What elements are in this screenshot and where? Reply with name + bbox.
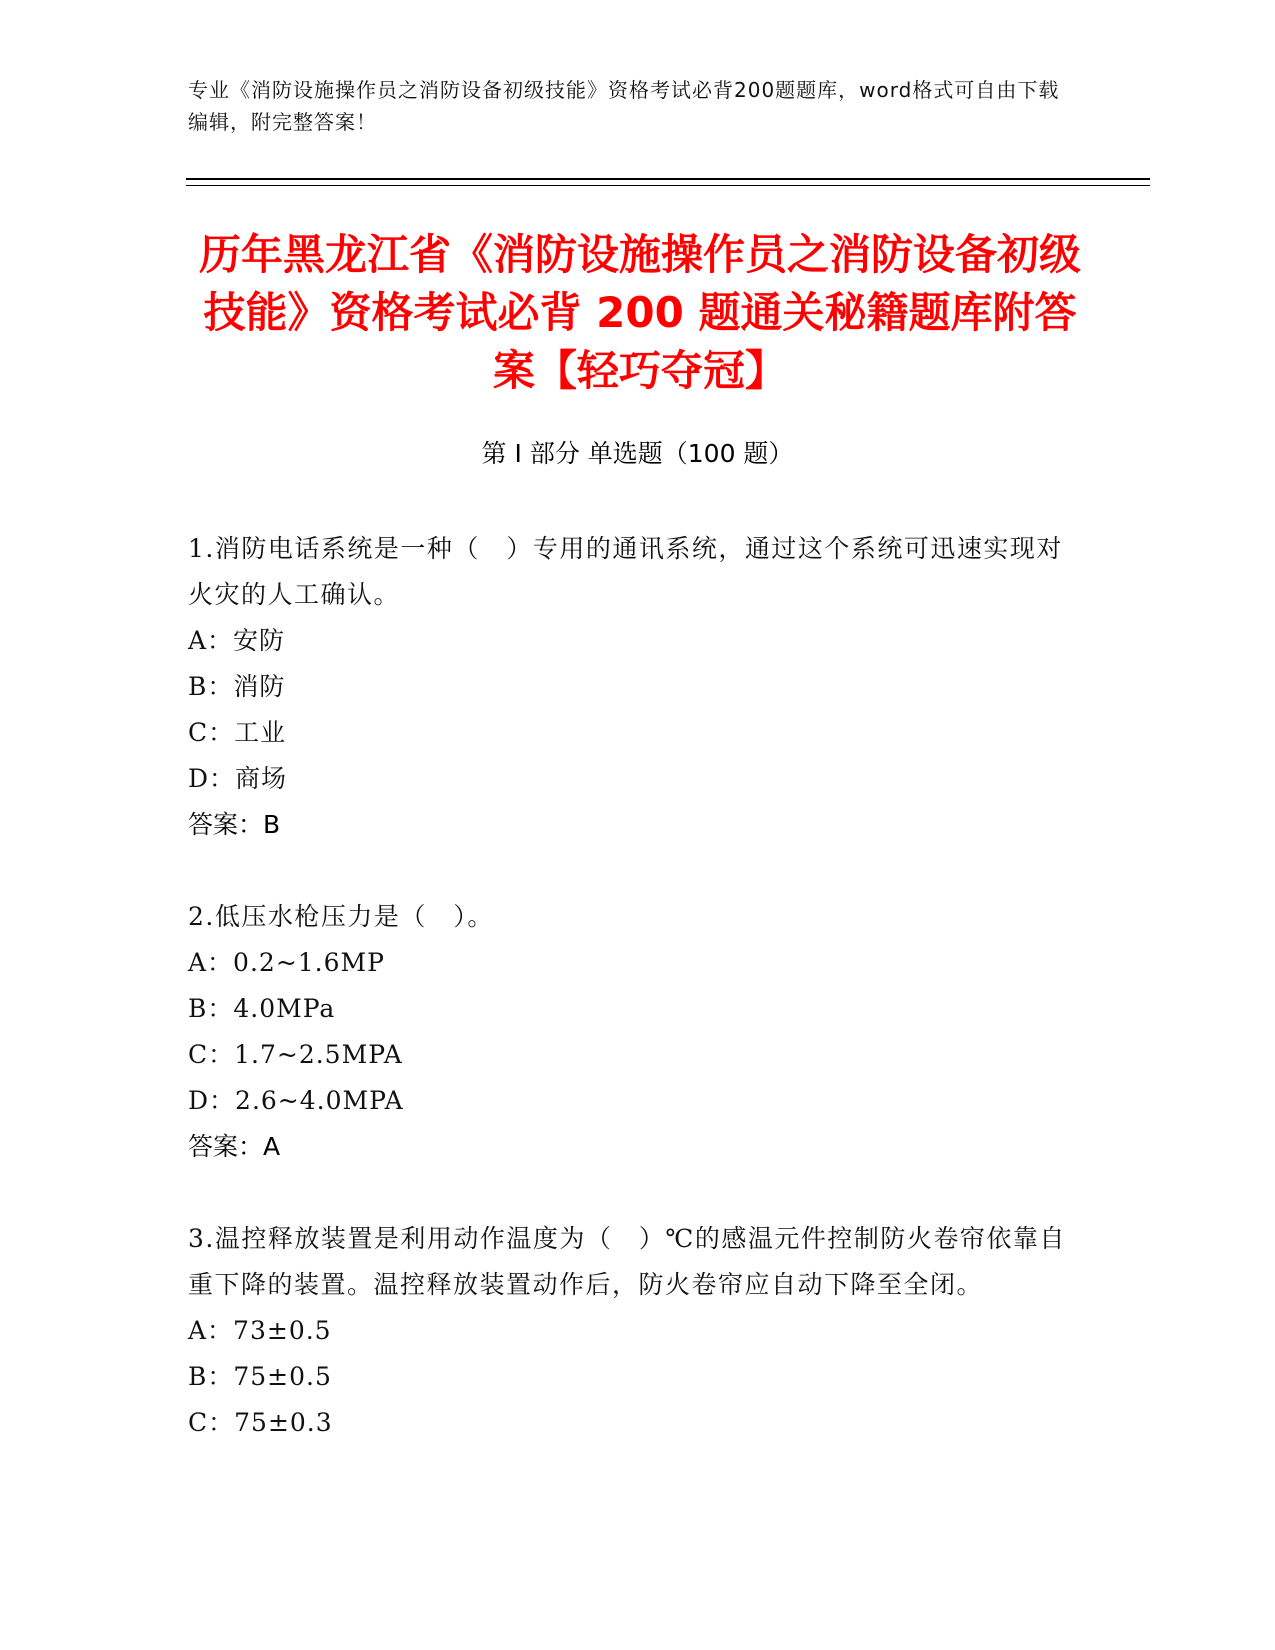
option-c: C：75±0.3 (188, 1408, 333, 1437)
option-b: B：75±0.5 (188, 1362, 332, 1391)
question-stem: 3.温控释放装置是利用动作温度为（ ）℃的感温元件控制防火卷帘依靠自重下降的装置。温控释放装置动作后，防火卷帘应自动下降至全闭。 (188, 1224, 1066, 1299)
header-rule-thin (186, 185, 1150, 186)
option-a: A：73±0.5 (188, 1316, 332, 1345)
question-stem: 1.消防电话系统是一种（ ）专用的通讯系统，通过这个系统可迅速实现对火灾的人工确认。 (188, 534, 1063, 609)
header-rule-thick (186, 178, 1150, 180)
section-heading: 第 I 部分 单选题（100 题） (481, 439, 794, 468)
option-a: A：0.2~1.6MP (188, 948, 385, 977)
option-d: D：2.6~4.0MPA (188, 1086, 404, 1115)
question-stem: 2.低压水枪压力是（ ）。 (188, 902, 494, 931)
answer: 答案：A (188, 1132, 281, 1161)
option-c: C：1.7~2.5MPA (188, 1040, 403, 1069)
question-2 (188, 894, 1068, 1170)
question-1 (188, 526, 1068, 848)
option-b: B：消防 (188, 672, 286, 701)
document-title: 历年黑龙江省《消防设施操作员之消防设备初级技能》资格考试必背 200 题通关秘籍题库附答案【轻巧夺冠】 (198, 230, 1081, 395)
option-c: C：工业 (188, 718, 287, 747)
option-a: A：安防 (188, 626, 286, 655)
option-d: D：商场 (188, 764, 288, 793)
question-list (188, 526, 1068, 1492)
answer: 答案：B (188, 810, 281, 839)
question-3 (188, 1216, 1068, 1446)
header-note: 专业《消防设施操作员之消防设备初级技能》资格考试必背200题题库，word格式可自由下载编辑，附完整答案！ (188, 78, 1060, 134)
option-b: B：4.0MPa (188, 994, 336, 1023)
